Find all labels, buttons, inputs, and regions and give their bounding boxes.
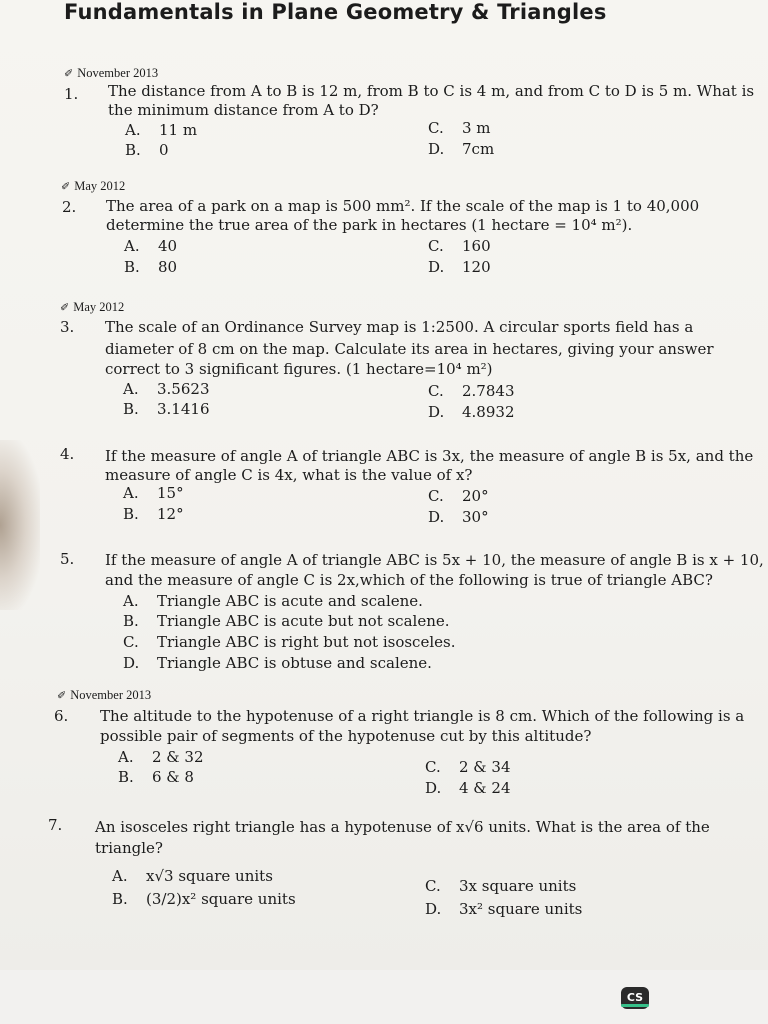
option-a: A. 2 & 32: [118, 748, 204, 766]
question-number: 2.: [62, 198, 77, 216]
question-text-line-2: possible pair of segments of the hypotenuse cut by this altitude?: [100, 727, 592, 745]
option-d: D. 4.8932: [428, 403, 515, 421]
option-b: B. (3/2)x² square units: [112, 890, 296, 908]
question-text-line-1: The altitude to the hypotenuse of a right triangle is 8 cm. Which of the following is a: [100, 707, 745, 725]
option-b: B. 12°: [123, 505, 184, 523]
question-text-line-1: If the measure of angle A of triangle ABC is 3x, the measure of angle B is 5x, and the: [105, 447, 754, 465]
option-c: C. 20°: [428, 487, 489, 505]
option-c: C. 2.7843: [428, 382, 515, 400]
question-number: 7.: [48, 816, 63, 834]
option-c: C. 3x square units: [425, 877, 577, 895]
option-c: C. 3 m: [428, 119, 491, 137]
question-text-line-2: and the measure of angle C is 2x,which of the following is true of triangle ABC?: [105, 571, 713, 589]
option-a: A. 3.5623: [123, 380, 210, 398]
option-b: B. 3.1416: [123, 400, 210, 418]
exam-tag: ✐ May 2012: [60, 300, 125, 314]
question-number: 3.: [60, 318, 75, 336]
option-d: D. 3x² square units: [425, 900, 583, 918]
camscanner-logo: CS: [621, 987, 649, 1009]
pen-icon: ✐: [64, 68, 74, 80]
pen-icon: ✐: [60, 302, 70, 314]
question-text-line-1: The scale of an Ordinance Survey map is 1:2500. A circular sports field has a: [105, 318, 694, 336]
question-number: 1.: [64, 85, 79, 103]
exam-tag: ✐ November 2013: [64, 66, 159, 80]
option-d: D. 120: [428, 258, 491, 276]
option-c: C. 2 & 34: [425, 758, 511, 776]
question-number: 6.: [54, 707, 69, 725]
question-text-line-1: An isosceles right triangle has a hypotenuse of x√6 units. What is the area of the: [95, 818, 710, 836]
option-b: B. 0: [125, 141, 169, 159]
question-text-line-1: If the measure of angle A of triangle ABC is 5x + 10, the measure of angle B is x + 10,: [105, 551, 764, 569]
option-d: D. 30°: [428, 508, 489, 526]
question-text-line-2: triangle?: [95, 839, 163, 857]
question-text-line-2: diameter of 8 cm on the map. Calculate its area in hectares, giving your answer: [105, 340, 714, 358]
option-a: A. 40: [124, 237, 178, 255]
page-title: Fundamentals in Plane Geometry & Triangles: [64, 0, 607, 24]
question-text-line-2: the minimum distance from A to D?: [108, 101, 379, 119]
option-a: A. Triangle ABC is acute and scalene.: [123, 592, 423, 610]
option-b: B. Triangle ABC is acute but not scalene.: [123, 612, 450, 630]
question-text-line-2: determine the true area of the park in hectares (1 hectare = 10⁴ m²).: [106, 216, 633, 234]
pen-icon: ✐: [61, 181, 71, 193]
option-d: D. Triangle ABC is obtuse and scalene.: [123, 654, 432, 672]
option-c: C. Triangle ABC is right but not isosceles.: [123, 633, 456, 651]
option-c: C. 160: [428, 237, 491, 255]
question-text-line-1: The distance from A to B is 12 m, from B to C is 4 m, and from C to D is 5 m. What is: [108, 82, 755, 100]
question-text-line-2: measure of angle C is 4x, what is the value of x?: [105, 466, 473, 484]
finger-shadow: [0, 440, 40, 610]
option-b: B. 80: [124, 258, 178, 276]
option-a: A. x√3 square units: [112, 867, 273, 885]
exam-tag: ✐ November 2013: [57, 688, 152, 702]
question-number: 5.: [60, 550, 75, 568]
question-number: 4.: [60, 445, 75, 463]
pen-icon: ✐: [57, 690, 67, 702]
question-text-line-1: The area of a park on a map is 500 mm². If the scale of the map is 1 to 40,000: [106, 197, 700, 215]
question-text-line-3: correct to 3 significant figures. (1 hectare=10⁴ m²): [105, 360, 493, 378]
option-b: B. 6 & 8: [118, 768, 194, 786]
option-d: D. 4 & 24: [425, 779, 511, 797]
option-a: A. 15°: [123, 484, 184, 502]
option-d: D. 7cm: [428, 140, 495, 158]
option-a: A. 11 m: [125, 121, 198, 139]
exam-tag: ✐ May 2012: [61, 179, 126, 193]
